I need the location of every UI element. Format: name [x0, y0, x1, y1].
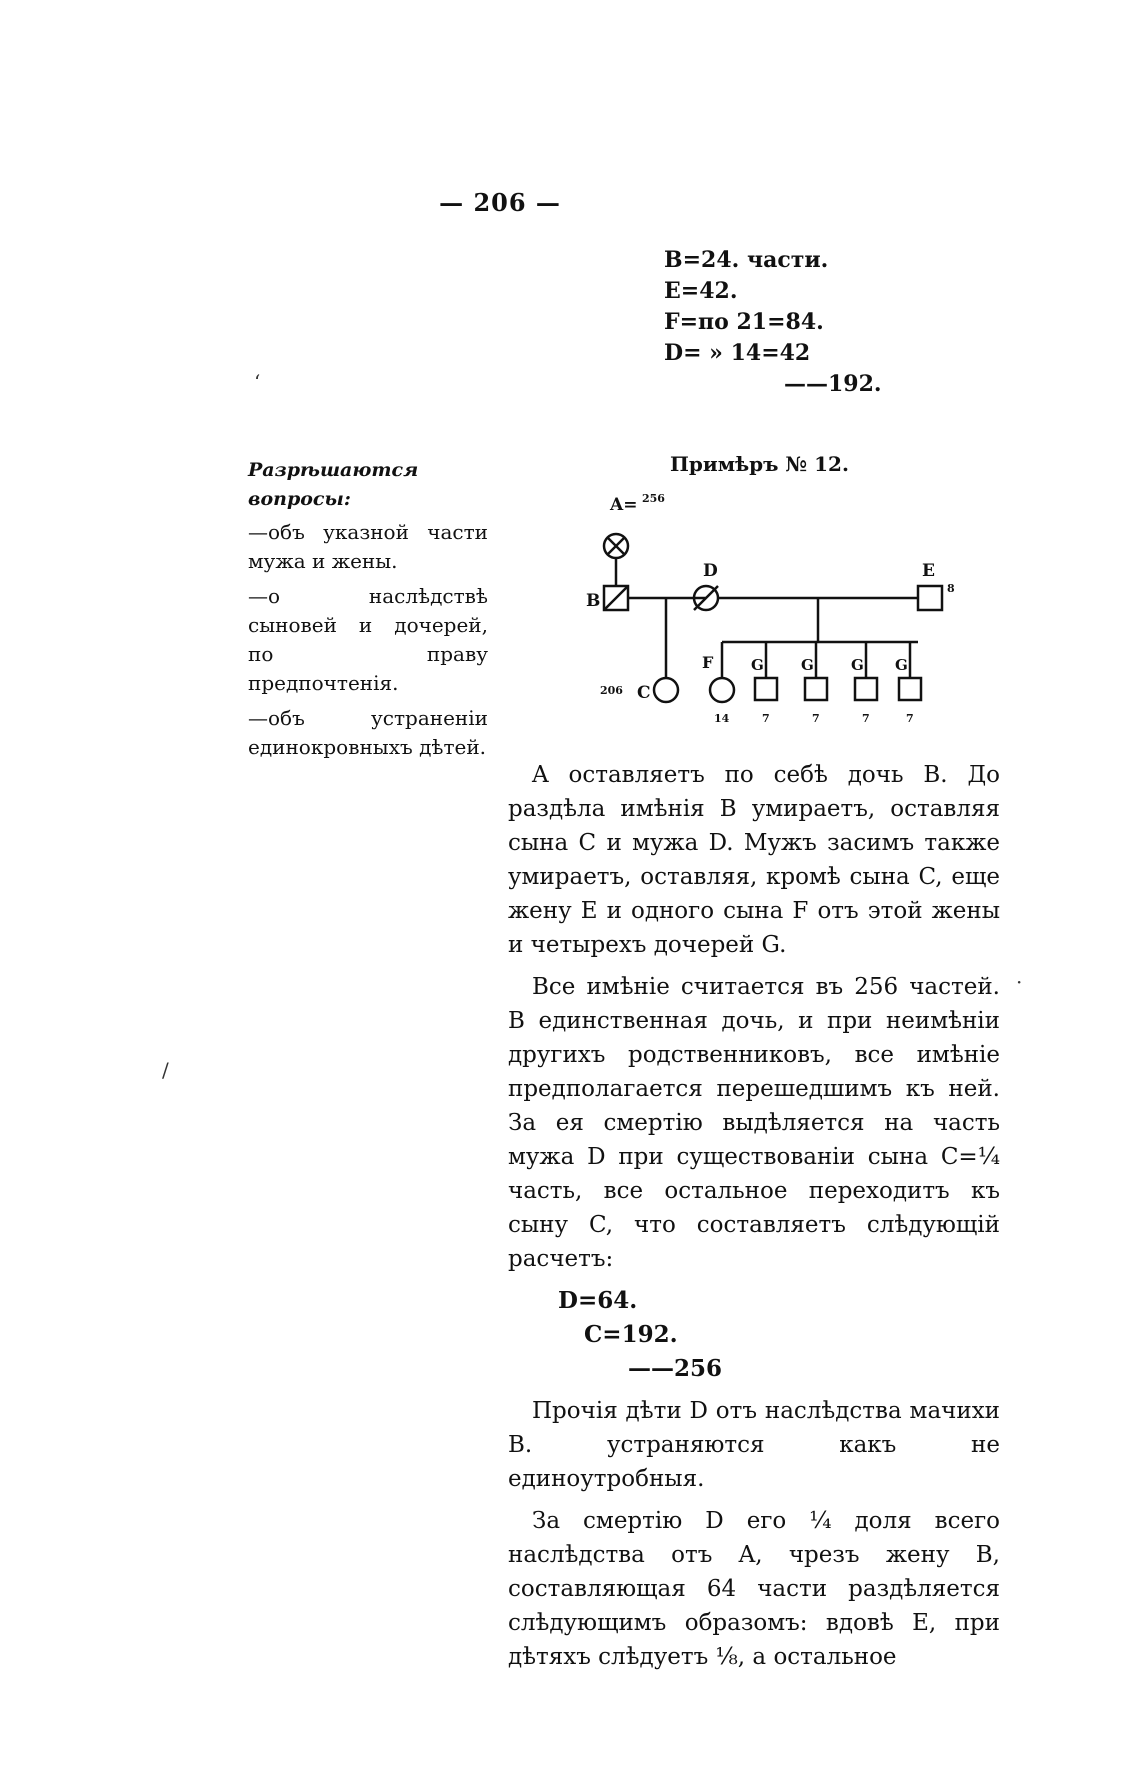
label-d: D — [703, 561, 718, 581]
calc-line: B=24. части. — [664, 247, 829, 273]
paragraph: За смертію D его ¼ доля всего наслѣдства отъ A, чрезъ жену B, составляющая 64 части раздѣляется слѣдующимъ образомъ: вдовѣ E, при дѣтяхъ слѣдуетъ ⅛, а остальное — [508, 1508, 1000, 1670]
stray-mark: · — [1016, 970, 1023, 994]
calc-line: C=192. — [584, 1321, 678, 1348]
value-f: 14 — [714, 712, 730, 725]
main-text — [508, 758, 1000, 1682]
paragraph: A оставляетъ по себѣ дочь B. До раздѣла имѣнія B умираетъ, оставляя сына C и мужа D. Мужъ засимъ также умираетъ, оставляя, кромѣ сына C, еще жену E и одного сына F отъ этой жены и четырехъ дочерей G. — [508, 762, 1000, 958]
margin-note: —объ устраненіи единокровныхъ дѣтей. — [248, 706, 488, 759]
genealogy-diagram — [570, 488, 970, 738]
label-c-value: 206 — [600, 684, 623, 697]
paragraph: Прочія дѣти D отъ наслѣдства мачихи B. устраняются какъ не единоутробныя. — [508, 1398, 1000, 1492]
person-g2-icon — [805, 678, 827, 700]
label-g3: G — [851, 656, 864, 674]
label-a: A= — [610, 495, 638, 515]
person-f-icon — [710, 678, 734, 702]
calc-line: E=42. — [664, 278, 738, 304]
margin-notes — [248, 456, 488, 768]
calc-total: ——192. — [784, 371, 882, 397]
label-b: B — [586, 591, 601, 611]
top-calculation — [664, 245, 882, 400]
label-g1: G — [751, 656, 764, 674]
calc-line: F=по 21=84. — [664, 309, 824, 335]
example-title: Примѣръ № 12. — [670, 452, 849, 476]
label-c: C — [637, 683, 651, 703]
person-e-icon — [918, 586, 942, 610]
label-e: E — [922, 561, 935, 581]
page-number: — 206 — — [439, 188, 561, 217]
margin-heading: Разрѣшаются вопросы: — [248, 459, 419, 510]
calc-total: ——256 — [628, 1355, 723, 1382]
stray-mark: / — [162, 1058, 169, 1082]
margin-note: —о наслѣдствѣ сыновей и дочерей, по праву предпочтенія. — [248, 584, 488, 695]
label-g4: G — [895, 656, 908, 674]
person-c-icon — [654, 678, 678, 702]
person-g4-icon — [899, 678, 921, 700]
value-g3: 7 — [862, 712, 870, 725]
value-g1: 7 — [762, 712, 770, 725]
value-g4: 7 — [906, 712, 914, 725]
label-e-value: 8 — [947, 582, 955, 595]
calc-line: D= » 14=42 — [664, 340, 811, 366]
paragraph: Все имѣніе считается въ 256 частей. B единственная дочь, и при неимѣніи другихъ родственниковъ, все имѣніе предполагается перешедшимъ къ ней. За ея смертію выдѣляется на часть мужа D при существованіи сына C=¼ часть, все остальное переходитъ къ сыну C, что составляетъ слѣдующій расчетъ: — [508, 974, 1000, 1272]
label-a-value: 256 — [642, 492, 665, 505]
margin-note: —объ указной части мужа и жены. — [248, 520, 488, 573]
person-g1-icon — [755, 678, 777, 700]
label-f: F — [702, 653, 714, 672]
person-g3-icon — [855, 678, 877, 700]
label-g2: G — [801, 656, 814, 674]
stray-mark: ‘ — [254, 370, 261, 394]
calc-line: D=64. — [558, 1287, 638, 1314]
value-g2: 7 — [812, 712, 820, 725]
